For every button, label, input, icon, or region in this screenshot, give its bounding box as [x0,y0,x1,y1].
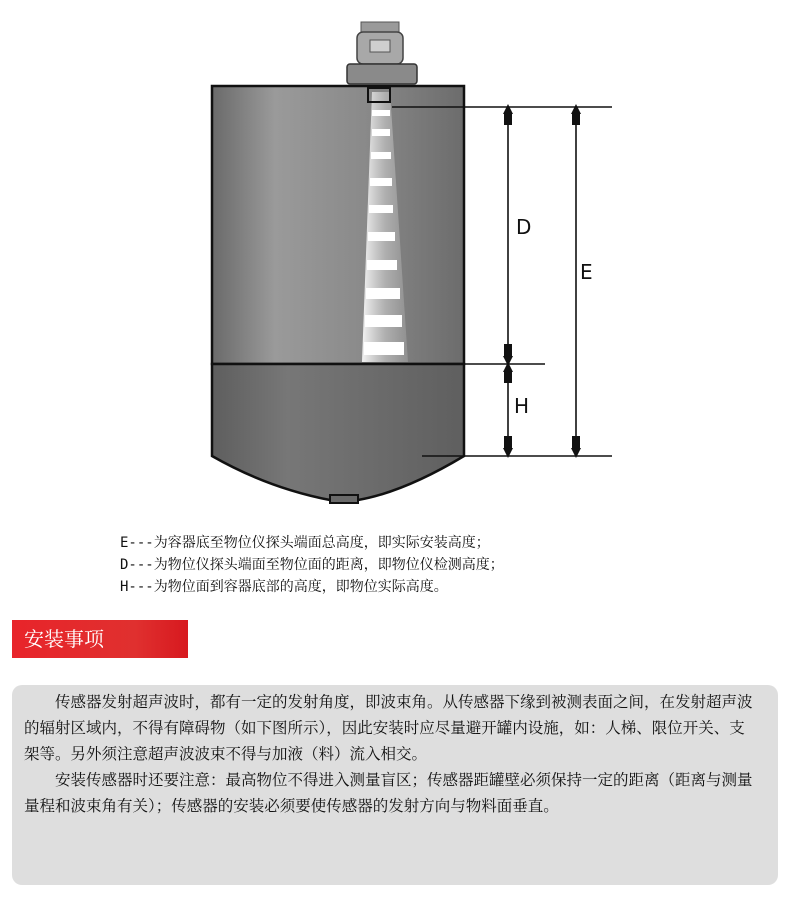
dimension-legend [120,532,504,598]
legend-e: E---为容器底至物位仪探头端面总高度，即实际安装高度； [120,535,490,551]
legend-d: D---为物位仪探头端面至物位面的距离，即物位仪检测高度； [120,557,504,573]
label-e: E [580,260,593,284]
legend-h: H---为物位面到容器底部的高度，即物位实际高度。 [120,579,448,595]
note-paragraph-1: 传感器发射超声波时，都有一定的发射角度，即波束角。从传感器下缘到被测表面之间，在发射超声波的辐射区域内，不得有障碍物（如下图所示），因此安装时应尽量避开罐内设施，如：人梯、限位开关、支架等。另外须注意超声波波束不得与加液（料）流入相交。 [24,693,753,763]
section-title: 安装事项 [12,620,188,658]
label-h: H [514,394,530,418]
dimension-d [503,104,513,366]
tank-wall [212,86,464,364]
installation-notes [12,685,778,885]
liquid [212,364,464,500]
sensor-head [347,22,417,84]
label-d: D [516,215,532,239]
tank-outlet [330,495,358,503]
dimension-h [503,362,513,458]
note-paragraph-2: 安装传感器时还要注意：最高物位不得进入测量盲区；传感器距罐壁必须保持一定的距离（距离与测量量程和波束角有关）；传感器的安装必须要使传感器的发射方向与物料面垂直。 [24,771,753,815]
